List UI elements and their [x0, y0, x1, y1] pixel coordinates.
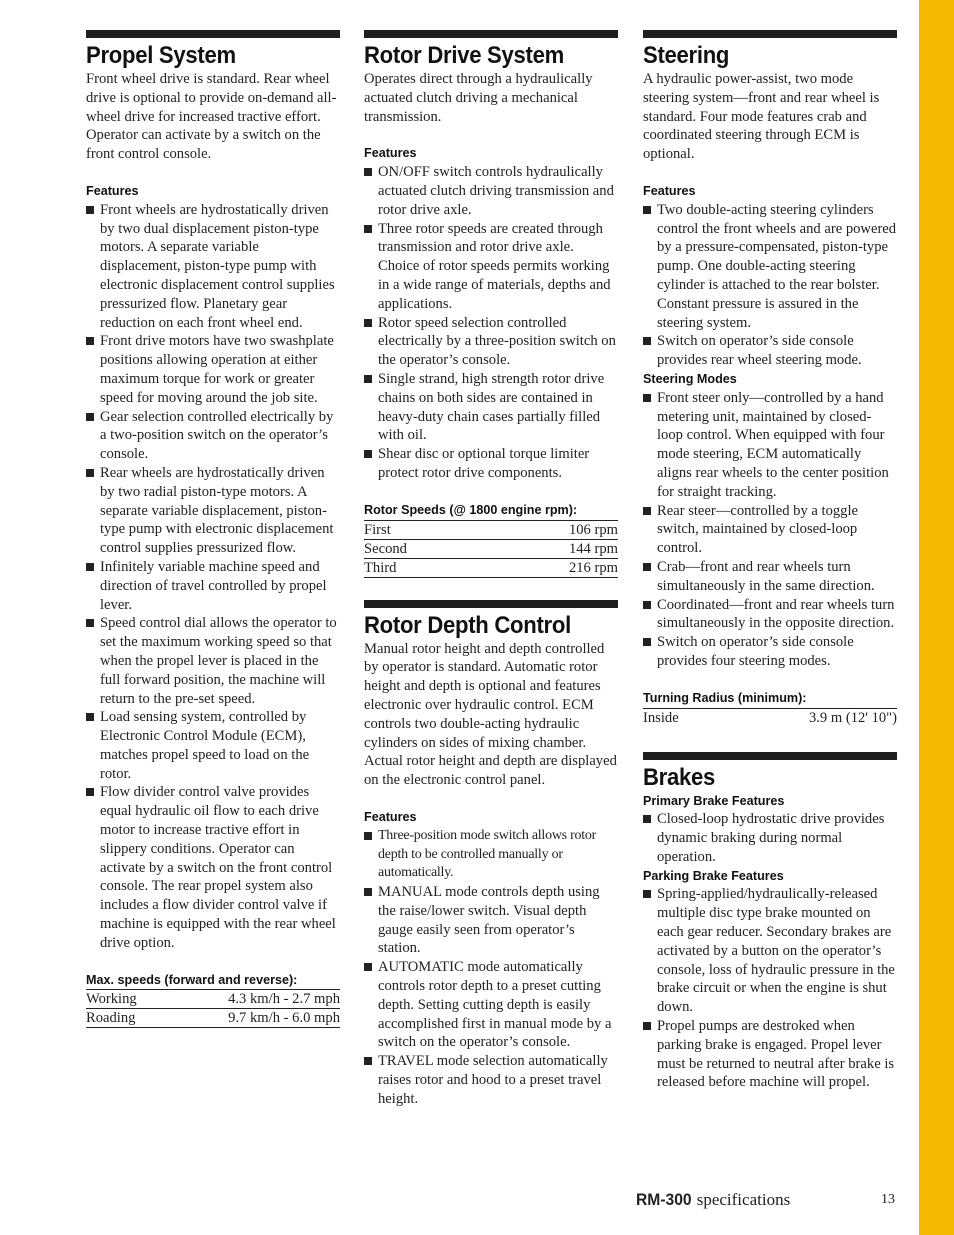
square-bullet-icon: [643, 815, 651, 823]
square-bullet-icon: [643, 337, 651, 345]
table-cell-value: 9.7 km/h - 6.0 mph: [165, 1009, 340, 1028]
table-row: [364, 539, 618, 558]
list-item: Switch on operator’s side console provides rear wheel steering mode.: [643, 332, 897, 370]
section-title: Brakes: [643, 763, 716, 791]
square-bullet-icon: [86, 788, 94, 796]
square-bullet-icon: [643, 563, 651, 571]
section-title: Rotor Depth Control: [364, 611, 571, 639]
list-item: TRAVEL mode selection automatically raises rotor and hood to a preset travel height.: [364, 1052, 618, 1108]
square-bullet-icon: [86, 619, 94, 627]
list-item: Three rotor speeds are created through transmission and rotor drive axle. Choice of rotor speeds permits working in a wide range of materials, depths and applications.: [364, 220, 618, 314]
footer-document-title: [636, 1189, 790, 1211]
parking-brake-list: [643, 885, 897, 1092]
section-steering: [643, 30, 897, 727]
features-list: [364, 163, 618, 483]
list-item: Crab—front and rear wheels turn simultaneously in the same direction.: [643, 558, 897, 596]
primary-brake-list: [643, 810, 897, 866]
section-rule: [364, 30, 618, 38]
table-cell-label: Inside: [643, 708, 716, 727]
table-cell-value: 216 rpm: [483, 558, 618, 577]
section-intro: Front wheel drive is standard. Rear wheel drive is optional to provide on-demand all-wheel drive for increased tractive effort. Operator can activate by a switch on the front control console.: [86, 71, 337, 163]
square-bullet-icon: [86, 713, 94, 721]
square-bullet-icon: [86, 469, 94, 477]
features-heading: Features: [364, 146, 417, 161]
section-propel-system: [86, 30, 340, 1028]
features-heading: Features: [643, 183, 696, 198]
list-item: Flow divider control valve provides equal hydraulic oil flow to each drive motor to increase tractive effort in slippery conditions. Operator can activate by a switch on the front control console. The rear propel system also includes a flow divider control valve if machine is equipped with the rear wheel drive option.: [86, 783, 340, 952]
list-item: Single strand, high strength rotor drive chains on both sides are contained in heavy-duty chain cases partially filled with oil.: [364, 370, 618, 445]
table-cell-label: Working: [86, 990, 165, 1009]
list-item: Two double-acting steering cylinders control the front wheels and are powered by a pressure-compensated, piston-type pump. One double-acting steering cylinder is attached to the rear bolster. Constant pressure is assured in the steering system.: [643, 201, 897, 333]
features-list: [86, 201, 340, 953]
section-rule: [643, 30, 897, 38]
square-bullet-icon: [364, 225, 372, 233]
table-cell-value: 4.3 km/h - 2.7 mph: [165, 990, 340, 1009]
column-left: [86, 30, 340, 1028]
features-list: [364, 827, 618, 1109]
rotor-speeds-heading: Rotor Speeds (@ 1800 engine rpm):: [364, 502, 578, 517]
table-row: [364, 520, 618, 539]
square-bullet-icon: [643, 1022, 651, 1030]
square-bullet-icon: [643, 601, 651, 609]
list-item: Load sensing system, controlled by Electronic Control Module (ECM), matches propel speed to load on the rotor.: [86, 708, 340, 783]
list-item: Rear steer—controlled by a toggle switch, maintained by closed-loop control.: [643, 502, 897, 558]
primary-brake-heading: Primary Brake Features: [643, 793, 785, 808]
section-title: Steering: [643, 42, 730, 69]
max-speeds-table: [86, 989, 340, 1028]
square-bullet-icon: [86, 413, 94, 421]
section-title: Rotor Drive System: [364, 42, 564, 69]
steering-modes-heading: Steering Modes: [643, 371, 737, 386]
features-heading: Features: [364, 809, 417, 824]
section-title: Propel System: [86, 42, 236, 69]
table-cell-value: 3.9 m (12' 10"): [716, 708, 897, 727]
square-bullet-icon: [643, 890, 651, 898]
square-bullet-icon: [86, 206, 94, 214]
table-row: [643, 708, 897, 727]
features-list: [643, 201, 897, 370]
table-row: [364, 558, 618, 577]
table-cell-label: Third: [364, 558, 483, 577]
list-item: Speed control dial allows the operator to set the maximum working speed so that when the propel lever is placed in the full forward position, the machine will return to the pre-set speed.: [86, 614, 340, 708]
footer-model: RM-300: [636, 1190, 692, 1209]
list-item: Spring-applied/hydraulically-released multiple disc type brake mounted on each gear reducer. Secondary brakes are activated by a button on the operator’s console, loss of hydraulic pressure in the brake circuit or when the engine is shut down.: [643, 885, 897, 1017]
list-item: Three-position mode switch allows rotor depth to be controlled manually or automatically.: [364, 827, 618, 883]
list-item: Front steer only—controlled by a hand metering unit, maintained by closed-loop control. When equipped with four mode steering, ECM automatically aligns rear wheels to the center position for straight tracking.: [643, 389, 897, 502]
list-item: Coordinated—front and rear wheels turn simultaneously in the opposite direction.: [643, 596, 897, 634]
list-item: ON/OFF switch controls hydraulically actuated clutch driving transmission and rotor drive axle.: [364, 163, 618, 219]
list-item: Rear wheels are hydrostatically driven by two radial piston-type motors. A separate variable displacement, piston-type pump with electronic displacement control supplies pressurized flow.: [86, 464, 340, 558]
list-item: AUTOMATIC mode automatically controls rotor depth to a preset cutting depth. Setting cutting depth is easily accomplished first in manual mode by a switch on the operator’s console.: [364, 958, 618, 1052]
list-item: Gear selection controlled electrically by a two-position switch on the operator’s console.: [86, 408, 340, 464]
list-item: Shear disc or optional torque limiter protect rotor drive components.: [364, 445, 618, 483]
section-rule: [643, 752, 897, 760]
speeds-heading: Max. speeds (forward and reverse):: [86, 972, 298, 987]
table-cell-value: 144 rpm: [483, 539, 618, 558]
list-item: Infinitely variable machine speed and direction of travel controlled by propel lever.: [86, 558, 340, 614]
square-bullet-icon: [643, 206, 651, 214]
rotor-speeds-table: [364, 520, 618, 578]
list-item: Propel pumps are destroked when parking brake is engaged. Propel lever must be returned to neutral after brake is released before machine will propel.: [643, 1017, 897, 1092]
table-cell-value: 106 rpm: [483, 520, 618, 539]
table-cell-label: Roading: [86, 1009, 165, 1028]
square-bullet-icon: [364, 450, 372, 458]
column-right: [643, 30, 897, 1092]
column-middle: [364, 30, 618, 1109]
table-cell-label: First: [364, 520, 483, 539]
parking-brake-heading: Parking Brake Features: [643, 868, 784, 883]
list-item: Rotor speed selection controlled electrically by a three-position switch on the operator’s console.: [364, 314, 618, 370]
list-item: Closed-loop hydrostatic drive provides dynamic braking during normal operation.: [643, 810, 897, 866]
square-bullet-icon: [86, 563, 94, 571]
features-heading: Features: [86, 183, 139, 198]
square-bullet-icon: [364, 168, 372, 176]
section-intro: Operates direct through a hydraulically actuated clutch driving a mechanical transmission.: [364, 71, 593, 125]
section-intro: Manual rotor height and depth controlled by operator is standard. Automatic rotor height and depth is optional and features electronic over hydraulic control. ECM controls two double-acting hydraulic cylinders on sides of mixing chamber. Actual rotor height and depth are displayed on the electronic control panel.: [364, 640, 617, 789]
square-bullet-icon: [364, 375, 372, 383]
list-item: MANUAL mode controls depth using the raise/lower switch. Visual depth gauge easily seen from operator’s station.: [364, 883, 618, 958]
table-row: [86, 1009, 340, 1028]
square-bullet-icon: [364, 888, 372, 896]
section-rotor-drive-system: [364, 30, 618, 578]
square-bullet-icon: [86, 337, 94, 345]
list-item: Switch on operator’s side console provides four steering modes.: [643, 633, 897, 671]
square-bullet-icon: [364, 319, 372, 327]
page-number: 13: [881, 1192, 895, 1207]
section-brakes: [643, 752, 897, 1093]
turning-radius-table: [643, 708, 897, 727]
square-bullet-icon: [364, 832, 372, 840]
section-rule: [86, 30, 340, 38]
section-rule: [364, 600, 618, 608]
turning-radius-heading: Turning Radius (minimum):: [643, 690, 807, 705]
accent-side-bar: [919, 0, 954, 1235]
list-item: Front drive motors have two swashplate positions allowing operation at either maximum torque for work or greater speed for moving around the job site.: [86, 332, 340, 407]
section-intro: A hydraulic power-assist, two mode steering system—front and rear wheel is standard. Four mode features crab and coordinated steering through ECM is optional.: [643, 71, 880, 163]
square-bullet-icon: [643, 394, 651, 402]
square-bullet-icon: [364, 963, 372, 971]
table-cell-label: Second: [364, 539, 483, 558]
square-bullet-icon: [643, 638, 651, 646]
square-bullet-icon: [643, 507, 651, 515]
list-item: Front wheels are hydrostatically driven by two dual displacement piston-type motors. A separate variable displacement, piston-type pump with electronic displacement control supplies pressurized flow. Planetary gear reduction on each front wheel end.: [86, 201, 340, 333]
square-bullet-icon: [364, 1057, 372, 1065]
table-row: [86, 990, 340, 1009]
footer-label: specifications: [696, 1190, 791, 1209]
steering-modes-list: [643, 389, 897, 671]
section-rotor-depth-control: [364, 600, 618, 1109]
